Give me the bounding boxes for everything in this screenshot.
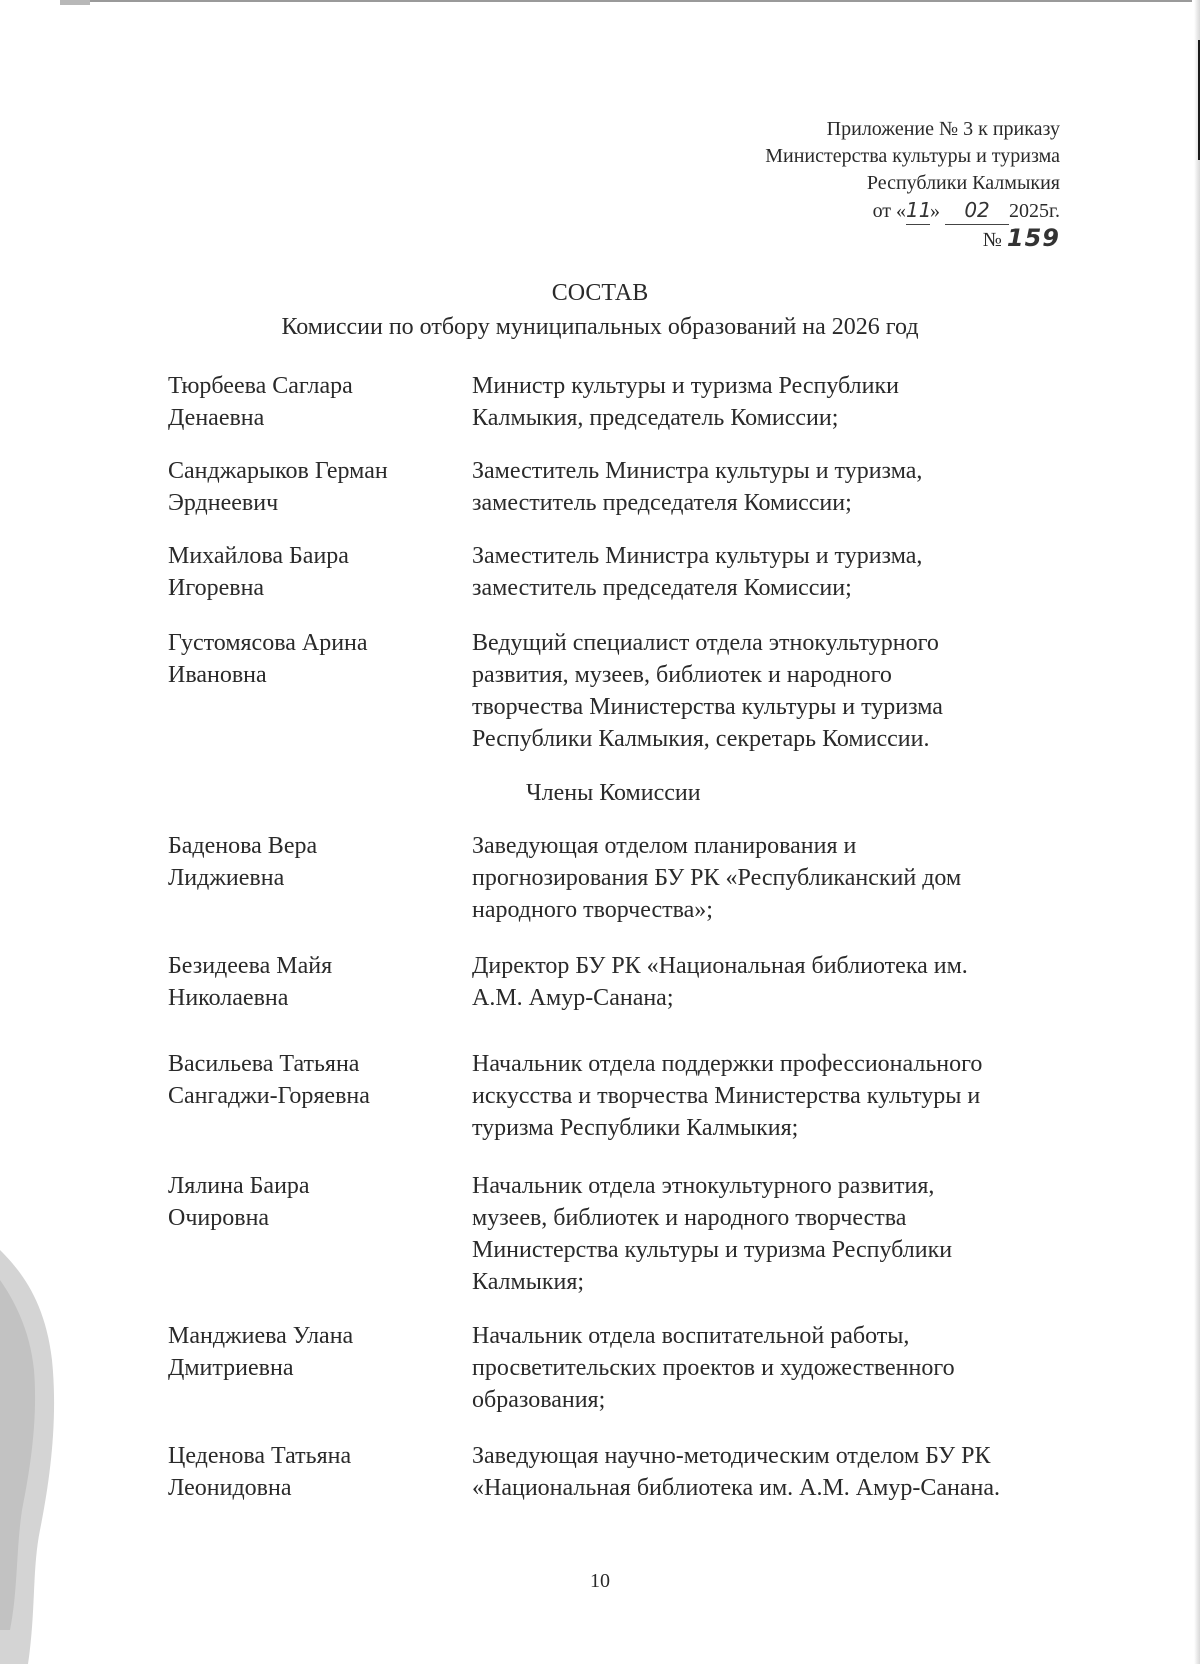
person-name: Михайлова Баира Игоревна — [168, 543, 349, 601]
person-name: Манджиева Улана Дмитриевна — [168, 1323, 354, 1381]
title-block — [0, 276, 1200, 344]
number-prefix: № — [982, 229, 1002, 251]
person-role: Министр культуры и туризма Республики Калмыкия, председатель Комиссии; — [472, 373, 899, 431]
appendix-line-1: Приложение № 3 к приказу — [826, 118, 1060, 140]
scan-top-edge — [60, 0, 1192, 2]
person-role: Ведущий специалист отдела этнокультурного развития, музеев, библиотек и народного творчества Министерства культуры и туризма Республики Калмыкия, секретарь Комиссии. — [472, 630, 943, 752]
appendix-line-2: Министерства культуры и туризма — [765, 145, 1060, 167]
appendix-number — [765, 225, 1060, 254]
scan-right-edge — [1194, 0, 1200, 1664]
person-name: Баденова Вера Лиджиевна — [168, 833, 318, 891]
appendix-block — [765, 116, 1060, 254]
appendix-line-3: Республики Калмыкия — [866, 172, 1060, 194]
person-role: Заведующая отделом планирования и прогнозирования БУ РК «Республиканский дом народного творчества»; — [472, 833, 962, 923]
appendix-date — [765, 197, 1060, 225]
date-year: 2025г. — [1009, 200, 1060, 222]
scan-shadow-blot — [0, 1250, 60, 1664]
person-role: Заместитель Министра культуры и туризма, заместитель председателя Комиссии; — [472, 543, 923, 601]
person-name: Васильева Татьяна Сангаджи-Горяевна — [168, 1051, 370, 1109]
person-role: Директор БУ РК «Национальная библиотека им. А.М. Амур-Санана; — [472, 953, 968, 1011]
order-number: 159 — [1006, 224, 1060, 252]
document-subtitle: Комиссии по отбору муниципальных образований на 2026 год — [281, 314, 919, 340]
person-name: Цеденова Татьяна Леонидовна — [168, 1443, 352, 1501]
person-name: Санджарыков Герман Эрднеевич — [168, 458, 388, 516]
person-role: Начальник отдела воспитательной работы, просветительских проектов и художественного образования; — [472, 1323, 955, 1413]
scan-top-mark — [60, 0, 90, 5]
person-role: Начальник отдела поддержки профессионального искусства и творчества Министерства культуры и туризма Республики Калмыкия; — [472, 1051, 983, 1141]
date-month: 02 — [945, 197, 1009, 225]
members-heading: Члены Комиссии — [526, 780, 701, 806]
person-name: Тюрбеева Саглара Денаевна — [168, 373, 353, 431]
person-name: Густомясова Арина Ивановна — [168, 630, 368, 688]
person-role: Начальник отдела этнокультурного развития, музеев, библиотек и народного творчества Министерства культуры и туризма Республики Калмыкия; — [472, 1173, 953, 1295]
person-name: Безидеева Майя Николаевна — [168, 953, 333, 1011]
person-role: Заведующая научно-методическим отделом БУ РК «Национальная библиотека им. А.М. Амур-Санана. — [472, 1443, 1000, 1501]
page-number: 10 — [590, 1570, 610, 1592]
document-title: СОСТАВ — [551, 280, 649, 306]
person-name: Лялина Баира Очировна — [168, 1173, 310, 1231]
person-role: Заместитель Министра культуры и туризма, заместитель председателя Комиссии; — [472, 458, 923, 516]
date-mid: » — [930, 200, 941, 222]
date-day: 11 — [906, 197, 930, 225]
date-prefix: от « — [872, 200, 907, 222]
